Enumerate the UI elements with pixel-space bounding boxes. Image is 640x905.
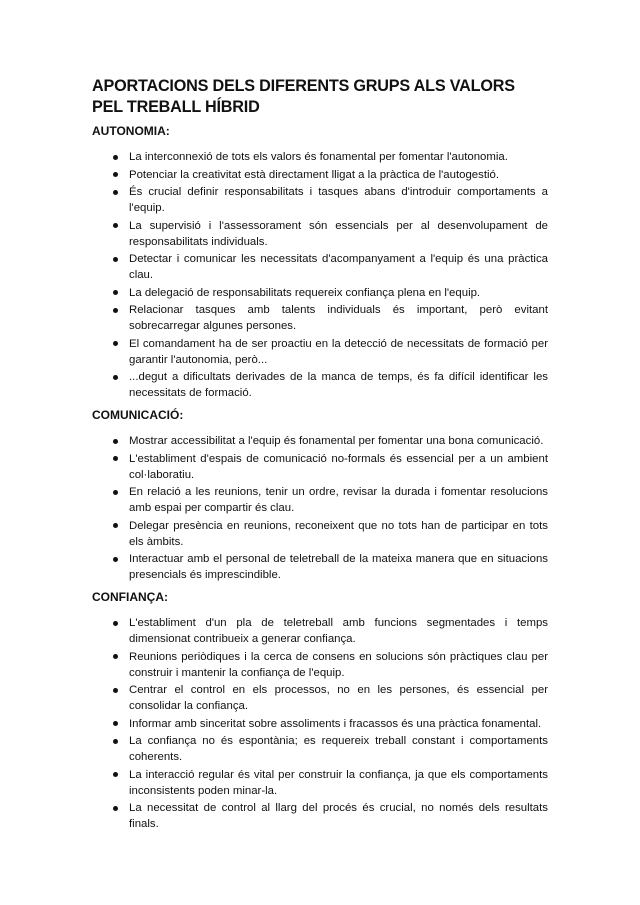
bullet-icon [113,772,118,777]
section-autonomia [92,123,548,401]
bullet-icon [113,557,118,562]
bullet-icon [113,688,118,693]
list-item [92,767,548,799]
bullet-icon [113,721,118,726]
section-heading-confianca: CONFIANÇA: [92,590,168,604]
section-heading-comunicacio: COMUNICACIÓ: [92,408,184,422]
bullet-icon [113,341,118,346]
list-item [92,800,548,832]
list-item [92,615,548,647]
bullet-icon [113,190,118,195]
list-item-text: Reunions periòdiques i la cerca de consens en solucions són pràctiques clau per construir i mantenir la confiança de l'equip. [129,650,548,679]
list-item [92,167,548,183]
bullet-icon [113,523,118,528]
list-item-text: El comandament ha de ser proactiu en la detecció de necessitats de formació per garantir l'autonomia, però... [129,337,548,366]
list-item-text: L'establiment d'un pla de teletreball amb funcions segmentades i temps dimensionat contribueix a generar confiança. [129,617,548,645]
bullet-icon [113,290,118,295]
bullet-list-autonomia [92,149,548,401]
list-item-text: És crucial definir responsabilitats i tasques abans d'introduir comportaments a l'equip. [129,186,548,214]
bullet-icon [113,439,118,444]
list-item [92,251,548,283]
bullet-icon [113,654,118,659]
bullet-icon [113,375,118,380]
bullet-icon [113,155,118,160]
section-comunicacio [92,407,548,583]
list-item [92,184,548,216]
bullet-icon [113,172,118,177]
list-item [92,484,548,516]
bullet-icon [113,490,118,495]
list-item-text: ...degut a dificultats derivades de la manca de temps, és fa difícil identificar les necessitats de formació. [129,371,548,399]
list-item [92,285,548,301]
bullet-icon [113,806,118,811]
bullet-icon [113,739,118,744]
list-item [92,369,548,401]
section-heading-autonomia: AUTONOMIA: [92,124,170,138]
list-item-text: L'establiment d'espais de comunicació no-formals és essencial per a un ambient col·laboratiu. [129,452,548,481]
document-page [92,76,548,838]
list-item [92,149,548,165]
list-item [92,733,548,765]
list-item-text: Relacionar tasques amb talents individuals és important, però evitant sobrecarregar algunes persones. [129,304,548,332]
list-item-text: Delegar presència en reunions, reconeixent que no tots han de participar en tots els àmbits. [129,519,548,548]
bullet-icon [113,223,118,228]
list-item-text: La interacció regular és vital per construir la confiança, ja que els comportaments inconsistents poden minar-la. [129,768,548,797]
list-item [92,682,548,714]
list-item [92,336,548,368]
list-item-text: La delegació de responsabilitats requereix confiança plena en l'equip. [129,286,481,299]
bullet-icon [113,621,118,626]
list-item-text: Potenciar la creativitat està directament lligat a la pràctica de l'autogestió. [129,168,500,181]
list-item-text: Centrar el control en els processos, no en les persones, és essencial per consolidar la confiança. [129,684,548,712]
list-item-text: La supervisió i l'assessorament són essencials per al desenvolupament de responsabilitats individuals. [129,219,548,248]
list-item-text: En relació a les reunions, tenir un ordre, revisar la durada i fomentar resolucions amb espai per compartir és clau. [129,486,548,514]
list-item-text: La confiança no és espontània; es requereix treball constant i comportaments coherents. [129,735,548,763]
list-item-text: Detectar i comunicar les necessitats d'acompanyament a l'equip és una pràctica clau. [129,253,548,281]
section-confianca [92,589,548,832]
list-item [92,302,548,334]
list-item [92,518,548,550]
list-item [92,716,548,732]
bullet-icon [113,456,118,461]
bullet-list-confianca [92,615,548,832]
list-item-text: Interactuar amb el personal de teletreball de la mateixa manera que en situacions presencials és imprescindible. [129,553,548,581]
bullet-icon [113,257,118,262]
bullet-list-comunicacio [92,433,548,583]
list-item [92,551,548,583]
list-item-text: Informar amb sinceritat sobre assoliments i fracassos és una pràctica fonamental. [129,717,542,730]
bullet-icon [113,308,118,313]
list-item [92,433,548,449]
document-title: APORTACIONS DELS DIFERENTS GRUPS ALS VALORS PEL TREBALL HÍBRID [92,77,515,116]
list-item-text: La necessitat de control al llarg del procés és crucial, no només dels resultats finals. [129,802,548,830]
list-item-text: La interconnexió de tots els valors és fonamental per fomentar l'autonomia. [129,151,508,163]
list-item [92,649,548,681]
list-item [92,218,548,250]
list-item-text: Mostrar accessibilitat a l'equip és fonamental per fomentar una bona comunicació. [129,435,544,447]
list-item [92,451,548,483]
